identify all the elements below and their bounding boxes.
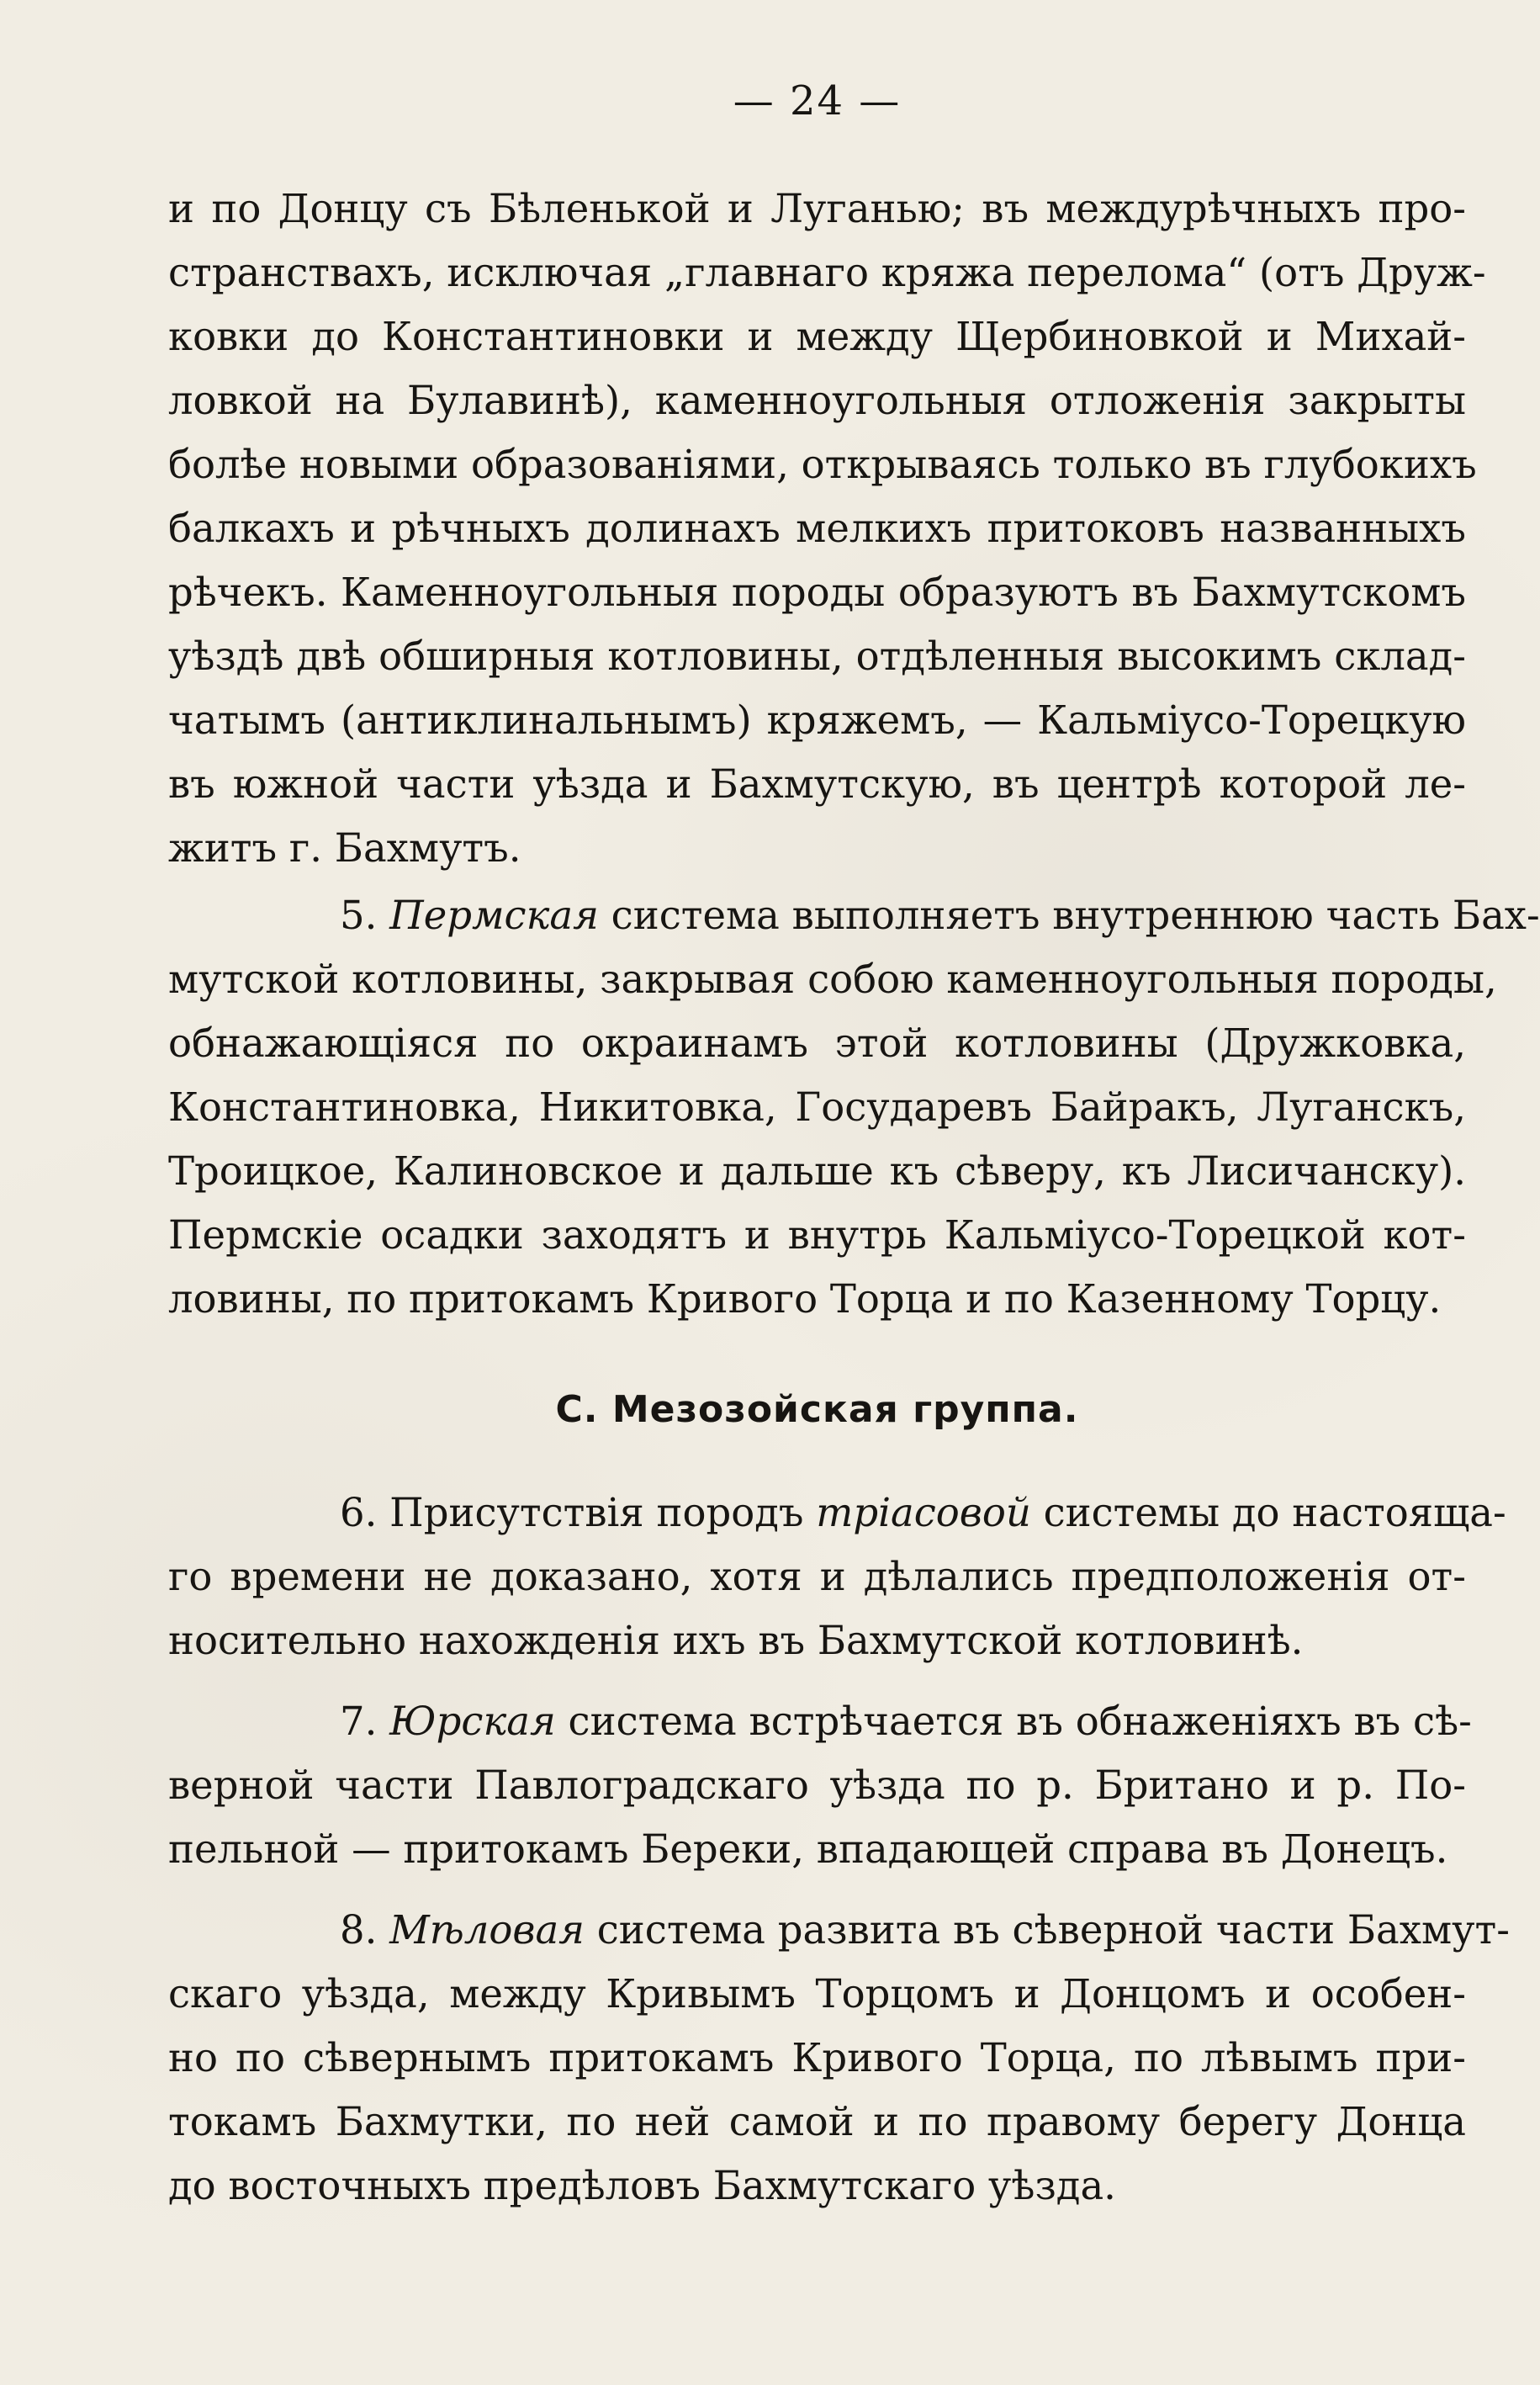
system-term: Мѣловая bbox=[389, 1907, 585, 1953]
paragraph-number: 7. bbox=[340, 1699, 378, 1744]
text-line: балкахъ и рѣчныхъ долинахъ мелкихъ притоковъ названныхъ bbox=[168, 506, 1466, 551]
paragraph-number: 5. bbox=[340, 893, 378, 938]
text-line: житъ г. Бахмутъ. bbox=[168, 825, 521, 871]
text-line: носительно нахожденія ихъ въ Бахмутской котловинѣ. bbox=[168, 1618, 1304, 1663]
text-line: Пермскіе осадки заходятъ и внутрь Кальміусо-Торецкой кот- bbox=[168, 1212, 1466, 1258]
text-line: ловины, по притокамъ Кривого Торца и по Казенному Торцу. bbox=[168, 1276, 1442, 1322]
paragraph-8-cretaceous bbox=[168, 1898, 1510, 2218]
system-term: Юрская bbox=[389, 1699, 556, 1744]
paragraph-6-triassic bbox=[168, 1481, 1506, 1672]
section-title-mesozoic: С. Мезозойская группа. bbox=[555, 1388, 1079, 1431]
text-line: ковки до Константиновки и между Щербиновкой и Михай- bbox=[168, 314, 1466, 359]
text-line: ловкой на Булавинѣ), каменноугольныя отложенія закрыты bbox=[168, 378, 1466, 423]
paragraph-5-permian bbox=[168, 883, 1540, 1331]
text-line: чатымъ (антиклинальнымъ) кряжемъ, — Кальміусо-Торецкую bbox=[168, 697, 1466, 743]
text-line: мутской котловины, закрывая собою каменноугольныя породы, bbox=[168, 957, 1497, 1002]
text-line: и по Донцу съ Бѣленькой и Луганью; въ междурѣчныхъ про- bbox=[168, 186, 1466, 231]
text-line: токамъ Бахмутки, по ней самой и по правому берегу Донца bbox=[168, 2099, 1466, 2144]
text-line bbox=[168, 1898, 1510, 1962]
text-line: обнажающіяся по окраинамъ этой котловины (Дружковка, bbox=[168, 1020, 1466, 1066]
text-line: пельной — притокамъ Береки, впадающей справа въ Донецъ. bbox=[168, 1826, 1448, 1872]
text-line: болѣе новыми образованіями, открываясь только въ глубокихъ bbox=[168, 442, 1477, 487]
text-line bbox=[168, 1481, 1506, 1545]
paragraph-continued bbox=[168, 177, 1486, 880]
text-line: уѣздѣ двѣ обширныя котловины, отдѣленныя высокимъ склад- bbox=[168, 633, 1466, 679]
text-line: рѣчекъ. Каменноугольныя породы образуютъ въ Бахмутскомъ bbox=[168, 570, 1466, 615]
text-line: до восточныхъ предѣловъ Бахмутскаго уѣзда. bbox=[168, 2163, 1116, 2208]
paragraph-number: 8. bbox=[340, 1907, 378, 1953]
line-text: системы до настояща- bbox=[1043, 1490, 1506, 1535]
line-text: система выполняетъ внутреннюю часть Бах- bbox=[611, 893, 1540, 938]
text-line bbox=[168, 883, 1540, 947]
text-line: Константиновка, Никитовка, Государевъ Байракъ, Луганскъ, bbox=[168, 1084, 1466, 1130]
text-line: въ южной части уѣзда и Бахмутскую, въ центрѣ которой ле- bbox=[168, 761, 1466, 807]
system-term: Пермская bbox=[389, 893, 599, 938]
text-line: го времени не доказано, хотя и дѣлались предположенія от- bbox=[168, 1554, 1466, 1599]
text-body bbox=[168, 177, 1540, 2218]
text-line bbox=[168, 1689, 1472, 1753]
line-text: система встрѣчается въ обнаженіяхъ въ сѣ- bbox=[568, 1699, 1472, 1744]
paragraph-7-jurassic bbox=[168, 1689, 1472, 1881]
text-line: но по сѣвернымъ притокамъ Кривого Торца, по лѣвымъ при- bbox=[168, 2035, 1466, 2080]
paragraph-number: 6. bbox=[340, 1490, 378, 1535]
line-lead: Присутствія породъ bbox=[389, 1490, 804, 1535]
system-term: тріасовой bbox=[816, 1490, 1031, 1535]
text-line: Троицкое, Калиновское и дальше къ сѣверу, къ Лисичанску). bbox=[168, 1148, 1466, 1194]
text-line: странствахъ, исключая „главнаго кряжа перелома“ (отъ Друж- bbox=[168, 250, 1486, 295]
text-line: скаго уѣзда, между Кривымъ Торцомъ и Донцомъ и особен- bbox=[168, 1971, 1466, 2017]
line-text: система развита въ сѣверной части Бахмут- bbox=[596, 1907, 1510, 1953]
page-number: — 24 — bbox=[733, 77, 902, 125]
text-line: верной части Павлоградскаго уѣзда по р. Британо и р. По- bbox=[168, 1762, 1466, 1808]
